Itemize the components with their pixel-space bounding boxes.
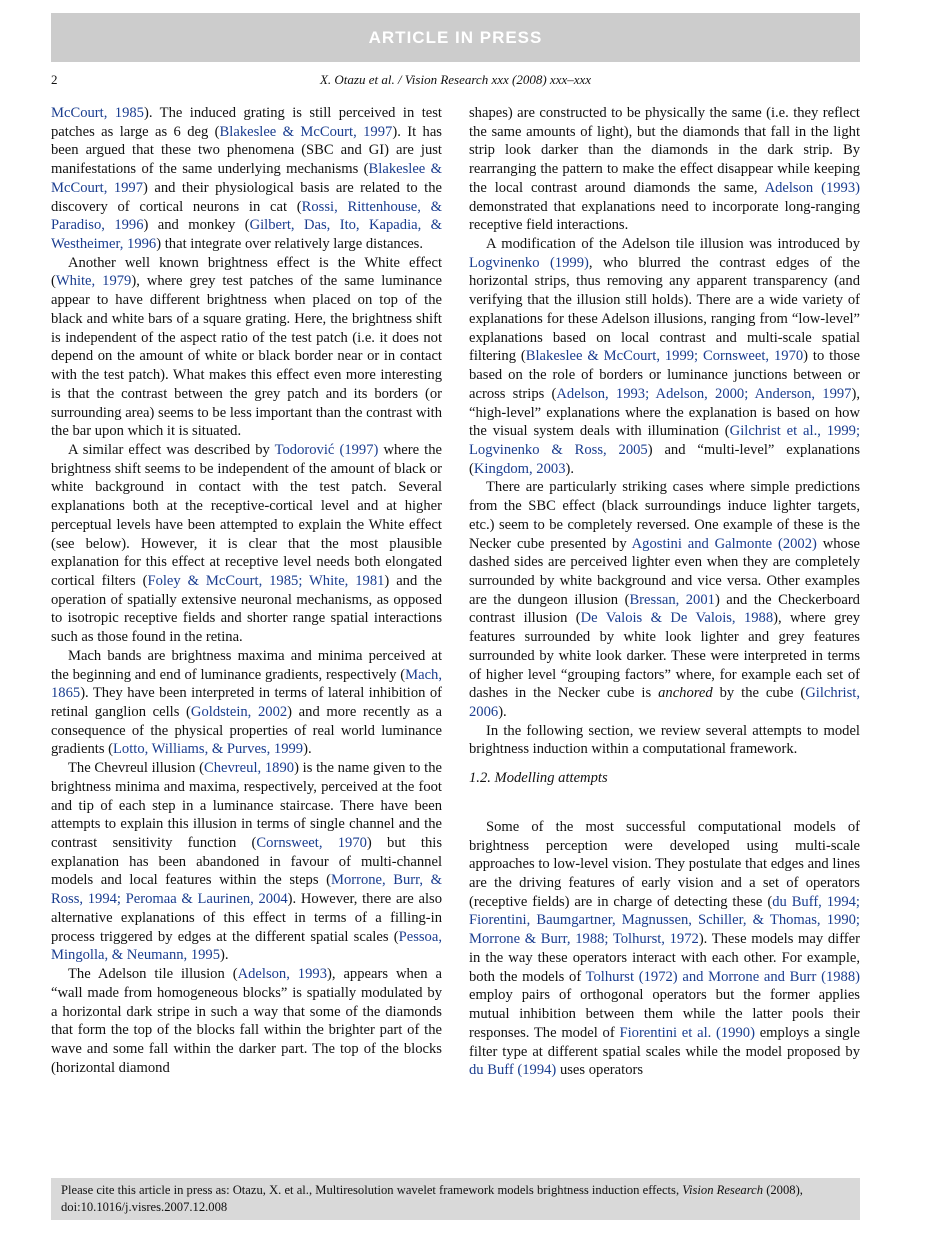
text: ) and their physiological basis are related to the discovery of cortical neurons in cat ( — [51, 179, 442, 215]
text: whose dashed sides are perceived lighter even when they are completely surrounded by white background and vice versa. Other examples are the dungeon illusion ( — [469, 535, 860, 608]
text: ). — [220, 947, 229, 964]
text: shapes) are constructed to be physically the same (i.e. they reflect the same amounts of light), but the diamonds that fall in the light strip look darker than the diamonds in the dark strip. By rearranging the pattern to make the effect disappear while keeping the local contrast around diamonds the same, — [469, 105, 860, 196]
text: ). However, there are also alternative explanations of this effect in terms of a filling-in process triggered by edges at the different spatial scales ( — [51, 891, 442, 945]
reference-link[interactable]: Adelson (1993) — [764, 179, 861, 196]
text: employs a single filter type at different spatial scales while the model proposed by — [469, 1024, 860, 1060]
text: ) that integrate over relatively large distances. — [156, 236, 423, 253]
text: In the following section, we review several attempts to model brightness induction within a computational framework. — [469, 722, 860, 758]
text: ). — [498, 704, 507, 720]
reference-link[interactable]: Lotto, Williams, & Purves, 1999 — [113, 741, 304, 758]
reference-link[interactable]: Kingdom, 2003 — [473, 460, 566, 477]
reference-link[interactable]: Goldstein, 2002 — [190, 704, 288, 720]
text: ) and the Checkerboard contrast illusion ( — [469, 591, 860, 627]
reference-link[interactable]: Fiorentini et al. (1990) — [619, 1024, 755, 1041]
text: ). They have been interpreted in terms of lateral inhibition of retinal ganglion cells ( — [51, 685, 442, 720]
text: ) is the name given to the brightness minima and maxima, respectively, perceived at the foot and tip of each step in a luminance staircase. There have been attempts to explain this illusion in terms of single channel and the contrast sensitivity function ( — [51, 760, 443, 852]
text: ) but this explanation has been abandoned in favour of multi-channel models and local features within the steps ( — [51, 835, 442, 889]
text: where the brightness shift seems to be independent of the amount of black or white background in contact with the test patch. Several explanations both at the receptive-cortical level and at higher perceptual levels have been attempted to explain the White effect (see below). However, it is clear that the most plausible explanation for this effect at receptive level needs both elongated cortical filters ( — [51, 441, 443, 589]
reference-link[interactable]: Gilchrist, 2006 — [469, 685, 860, 720]
text: ) and “multi-level” explanations ( — [469, 441, 861, 477]
reference-link[interactable]: Adelson, 1993 — [237, 966, 327, 983]
text: ). — [565, 460, 575, 477]
reference-link[interactable]: Morrone, Burr, & Ross, 1994; Peromaa & Laurinen, 2004 — [51, 872, 442, 908]
reference-link[interactable]: Bressan, 2001 — [629, 591, 715, 608]
paragraph — [51, 647, 442, 759]
reference-link[interactable]: Foley & McCourt, 1985; White, 1981 — [147, 572, 385, 589]
paragraph — [51, 254, 442, 441]
reference-link[interactable]: De Valois & De Valois, 1988 — [580, 610, 774, 627]
reference-link[interactable]: Blakeslee & McCourt, 1997 — [219, 123, 393, 140]
text: Another well known brightness effect is the White effect ( — [51, 254, 442, 290]
left-column — [51, 104, 442, 1077]
right-column — [469, 104, 860, 1080]
text: Mach bands are brightness maxima and minima perceived at the beginning and end of luminance gradients, respectively ( — [51, 647, 442, 683]
text: ) and the operation of spatially extensive neuronal mechanisms, as opposed to isotropic receptive fields and shorter range spatial interactions such as those found in the retina. — [51, 572, 442, 646]
reference-link[interactable]: Blakeslee & McCourt, 1999; Cornsweet, 1970 — [525, 348, 804, 365]
text: ) and more recently as a consequence of the physical properties of real world luminance gradients ( — [51, 704, 442, 758]
citation-box — [51, 1178, 860, 1220]
text: ), where grey features surrounded by white look lighter and grey features surrounded by white look darker. These were interpreted in terms of higher level “grouping factors” where, for example each set of dashes in the Necker cube is — [469, 610, 860, 702]
text: A modification of the Adelson tile illusion was introduced by — [486, 236, 860, 253]
paragraph — [469, 235, 860, 478]
page-number: 2 — [51, 72, 58, 87]
reference-link[interactable]: Todorović (1997) — [274, 441, 379, 458]
reference-link[interactable]: Rossi, Rittenhouse, & Paradiso, 1996 — [51, 198, 442, 234]
emphasis: anchored — [658, 685, 713, 702]
paragraph — [469, 722, 860, 759]
text: ). It has been argued that these two phenomena (SBC and GI) are just manifestations of the same underlying mechanisms ( — [51, 123, 442, 178]
paragraph — [469, 104, 860, 235]
reference-link[interactable]: Gilbert, Das, Ito, Kapadia, & Westheimer, 1996 — [51, 217, 443, 253]
reference-link[interactable]: Mach, 1865 — [51, 666, 442, 702]
text: uses operators — [556, 1062, 644, 1079]
running-head — [51, 72, 860, 90]
paragraph — [469, 478, 860, 721]
text: A similar effect was described by — [68, 441, 275, 458]
text: ). These models may differ in the way these operators interact with each other. For example, both the models of — [469, 931, 860, 985]
reference-link[interactable]: Blakeslee & McCourt, 1997 — [51, 161, 442, 196]
text: , who blurred the contrast edges of the horizontal strips, thus removing any apparent transparency (and verifying that the illusion still holds). There are a wide variety of explanations for these Adelson illusions, ranging from “low-level” explanations based on local contrast and multi-scale spatial filtering ( — [469, 254, 860, 365]
reference-link[interactable]: Chevreul, 1890 — [204, 760, 295, 777]
text: demonstrated that explanations need to incorporate long-ranging receptive field interactions. — [469, 198, 860, 234]
text: There are particularly striking cases where simple predictions from the SBC effect (black surroundings induce lighter targets, etc.) seem to be completely reversed. One example of these is the Necker cube presented by — [469, 479, 860, 552]
reference-link[interactable]: Logvinenko (1999) — [469, 254, 589, 271]
text: The Adelson tile illusion ( — [68, 966, 238, 983]
paragraph — [51, 759, 442, 965]
text: Some of the most successful computational models of brightness perception were developed using multi-scale approaches to low-level vision. They postulate that edges and lines are the driving features of early vision and a set of operators (receptive fields) are in charge of detecting these ( — [469, 818, 860, 910]
reference-link[interactable]: Pessoa, Mingolla, & Neumann, 1995 — [51, 928, 442, 964]
journal-name: Vision Research — [682, 1183, 764, 1197]
article-in-press-banner: ARTICLE IN PRESS — [51, 13, 860, 62]
reference-link[interactable]: Tolhurst (1972) and Morrone and Burr (1988) — [585, 968, 860, 985]
text: employ pairs of orthogonal operators but the former applies mutual inhibition between them while the latter pools their responses. The model of — [469, 987, 860, 1041]
section-heading: 1.2. Modelling attempts — [469, 770, 608, 787]
text: ), appears when a “wall made from homogeneous blocks” is spatially modulated by a horizontal dark stripe in such a way that some of the diamonds that form the top of the blocks fall within the brighter part of the wave and some fall within the darker part. The top of the blocks (horizontal diamond — [51, 966, 442, 1076]
text: ). The induced grating is still perceived in test patches as large as 6 deg ( — [51, 105, 442, 140]
reference-link[interactable]: Agostini and Galmonte (2002) — [631, 535, 817, 552]
reference-link[interactable]: Cornsweet, 1970 — [256, 835, 367, 852]
reference-link[interactable]: McCourt, 1985 — [51, 105, 144, 121]
paragraph — [51, 104, 442, 254]
reference-link[interactable]: du Buff, 1994; Fiorentini, Baumgartner, Magnussen, Schiller, & Thomas, 1990; Morrone & Burr, 1988; Tolhurst, 1972 — [469, 893, 860, 948]
paragraph — [469, 818, 860, 1080]
text: The Chevreul illusion ( — [68, 760, 204, 777]
paragraph — [51, 441, 442, 647]
text: Please cite this article in press as: Otazu, X. et al., Multiresolution wavelet framework models brightness induction effects, — [61, 1183, 683, 1197]
reference-link[interactable]: White, 1979 — [55, 273, 132, 290]
text: ), where grey test patches of the same luminance appear to have different brightness when placed on top of the black and white bars of a square grating. Here, the brightness shift is independent of the aspect ratio of the test patch (i.e. it does not depend on the amount of white or black border near or in contact with the test patch). What makes this effect even more interesting is that the contrast between the grey patch and its borders (or surrounding area) seems to be less important than the contrast with the bar upon which it is situated. — [51, 273, 442, 440]
paragraph — [51, 965, 442, 1077]
text: ), “high-level” explanations where the explanation is based on how the visual system deals with illumination ( — [469, 385, 860, 440]
text: (2008), doi:10.1016/j.visres.2007.12.008 — [61, 1183, 803, 1214]
text: ). — [303, 741, 312, 758]
reference-link[interactable]: Adelson, 1993; Adelson, 2000; Anderson, 1997 — [556, 385, 852, 402]
reference-link[interactable]: Gilchrist et al., 1999; Logvinenko & Ross, 2005 — [469, 423, 860, 458]
text: by the cube ( — [712, 685, 806, 702]
reference-link[interactable]: du Buff (1994) — [469, 1062, 557, 1079]
text: ) to those based on the role of borders or luminance junctions between or across strips ( — [469, 348, 860, 402]
text: ) and monkey ( — [143, 217, 250, 234]
running-title: X. Otazu et al. / Vision Research xxx (2008) xxx–xxx — [319, 72, 592, 87]
